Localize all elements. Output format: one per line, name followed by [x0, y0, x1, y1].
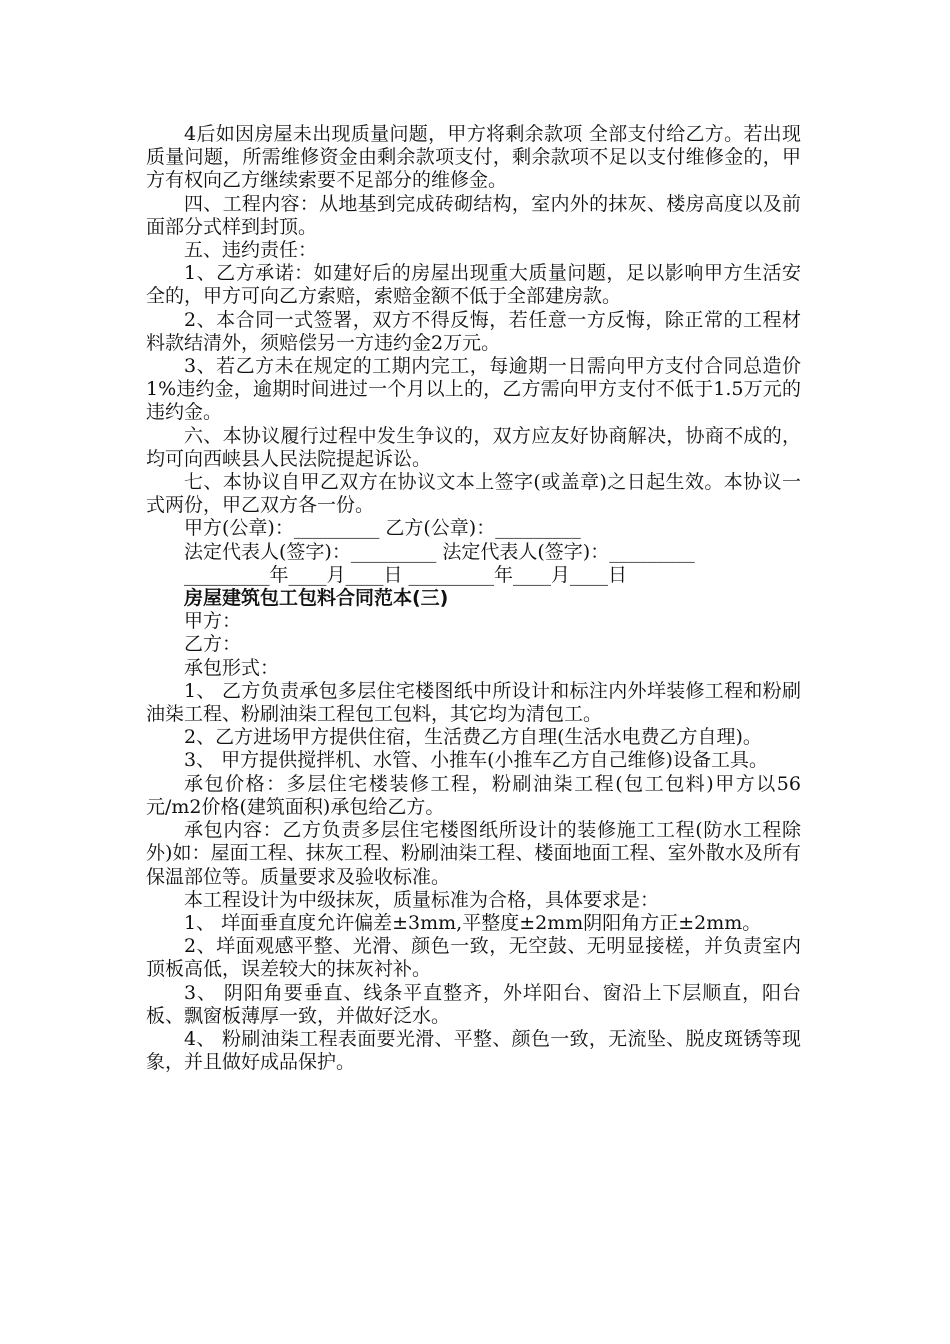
paragraph-party-a: 甲方：	[184, 610, 242, 633]
signature-seal-line: 甲方(公章)：_________ 乙方(公章)：_________	[184, 517, 581, 540]
paragraph-remaining-payment: 4后如因房屋未出现质量问题，甲方将剩余款项 全部支付给乙方。若出现质量问题，所需维修资金由剩余款项支付，剩余款项不足以支付维修金的，甲方有权向乙方继续索要不足部分的维修金。	[146, 123, 801, 192]
paragraph-contract-content: 承包内容：乙方负责多层住宅楼图纸所设计的装修施工工程(防水工程除外)如：屋面工程、抹灰工程、粉刷油柒工程、楼面地面工程、室外散水及所有保温部位等。质量要求及验收标准。	[146, 819, 801, 888]
paragraph-form-1: 1、 乙方负责承包多层住宅楼图纸中所设计和标注内外垟装修工程和粉刷油柒工程、粉刷油柒工程包工包料，其它均为清包工。	[146, 679, 801, 726]
paragraph-requirement-3: 3、 阴阳角要垂直、线条平直整齐，外垟阳台、窗沿上下层顺直，阳台板、飘窗板薄厚一致，并做好泛水。	[146, 981, 801, 1027]
paragraph-effective: 七、本协议自甲乙双方在协议文本上签字(或盖章)之日起生效。本协议一式两份，甲乙双方各一份。	[146, 471, 801, 517]
paragraph-price: 承包价格：多层住宅楼装修工程，粉刷油柒工程(包工包料)甲方以56元/m2价格(建筑面积)承包给乙方。	[146, 772, 801, 818]
paragraph-scope-of-work: 四、工程内容：从地基到完成砖砌结构，室内外的抹灰、楼房高度以及前面部分式样到封顶。	[146, 192, 801, 238]
paragraph-requirement-1: 1、 垟面垂直度允许偏差±3mm,平整度±2mm阴阳角方正±2mm。	[184, 911, 762, 934]
paragraph-dispute: 六、本协议履行过程中发生争议的，双方应友好协商解决，协商不成的，均可向西峡县人民法院提起诉讼。	[146, 424, 801, 470]
paragraph-form-2: 2、乙方进场甲方提供住宿，生活费乙方自理(生活水电费乙方自理)。	[184, 726, 762, 749]
paragraph-quality-standard: 本工程设计为中级抹灰，质量标准为合格，具体要求是：	[184, 888, 660, 911]
paragraph-requirement-4: 4、 粉刷油柒工程表面要光滑、平整、颜色一致，无流坠、脱皮斑锈等现象，并且做好成品保护。	[146, 1027, 801, 1074]
paragraph-contract-form: 承包形式：	[184, 656, 280, 679]
section-heading: 房屋建筑包工包料合同范本(三)	[184, 587, 449, 610]
paragraph-party-b: 乙方：	[184, 633, 242, 656]
paragraph-liability-title: 五、违约责任：	[184, 239, 318, 262]
signature-representative-line: 法定代表人(签字)：_________ 法定代表人(签字)：_________	[184, 540, 695, 563]
document-body	[146, 123, 801, 1074]
paragraph-liability-1: 1、乙方承诺：如建好后的房屋出现重大质量问题，足以影响甲方生活安全的，甲方可向乙方索赔，索赔金额不低于全部建房款。	[146, 262, 801, 308]
signature-date-line: _________年____月____日 _________年____月____日	[184, 563, 628, 586]
paragraph-liability-2: 2、本合同一式签署，双方不得反悔，若任意一方反悔，除正常的工程材料款结清外，须赔偿另一方违约金2万元。	[146, 308, 801, 354]
paragraph-liability-3: 3、若乙方未在规定的工期内完工，每逾期一日需向甲方支付合同总造价1%违约金，逾期时间进过一个月以上的，乙方需向甲方支付不低于1.5万元的违约金。	[146, 355, 801, 424]
paragraph-form-3: 3、 甲方提供搅拌机、水管、小推车(小推车乙方自己维修)设备工具。	[184, 749, 768, 772]
paragraph-requirement-2: 2、垟面观感平整、光滑、颜色一致，无空鼓、无明显接槎，并负责室内顶板高低，误差较大的抹灰衬补。	[146, 935, 801, 981]
